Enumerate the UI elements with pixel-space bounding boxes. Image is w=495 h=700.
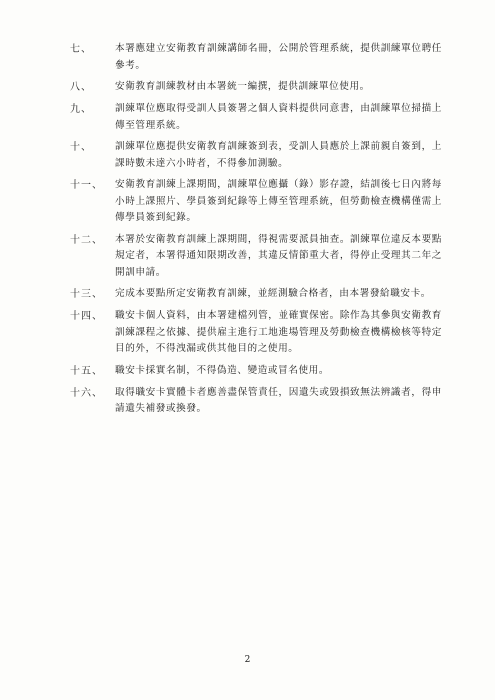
list-item — [70, 308, 442, 358]
list-item — [70, 101, 442, 134]
item-text: 完成本要點所定安衛教育訓練，並經測驗合格者，由本署發給職安卡。 — [115, 288, 432, 299]
item-text: 取得職安卡實體卡者應善盡保管責任，因遺失或毀損致無法辨識者，得申請遺失補發或換發。 — [115, 386, 442, 414]
item-number: 十五、 — [70, 365, 103, 377]
item-number: 十二、 — [70, 234, 103, 246]
list-item — [70, 232, 442, 282]
item-number: 十一、 — [70, 180, 103, 191]
page-number: 2 — [244, 655, 251, 665]
list-item — [70, 41, 442, 74]
item-number: 九、 — [70, 104, 92, 115]
item-number: 十六、 — [70, 387, 103, 399]
item-text: 本署於安衛教育訓練上課期間，得視需要派員抽查。訓練單位違反本要點規定者，本署得通知限期改善，其違反情節重大者，得停止受理其二年之開訓申請。 — [115, 233, 442, 278]
item-number: 十三、 — [70, 289, 103, 300]
item-text: 安衛教育訓練上課期間，訓練單位應攝（錄）影存證，結訓後七日內將每小時上課照片、學員簽到紀錄等上傳至管理系統，但勞動檢查機構僅需上傳學員簽到紀錄。 — [115, 179, 442, 223]
item-number: 八、 — [70, 82, 92, 93]
list-item — [70, 385, 442, 418]
item-text: 本署應建立安衛教育訓練講師名冊，公開於管理系統，提供訓練單位聘任參考。 — [115, 43, 442, 71]
list-item — [70, 139, 442, 172]
list-item — [70, 286, 442, 303]
regulation-list — [70, 41, 442, 423]
item-text: 訓練單位應取得受訓人員簽署之個人資料提供同意書，由訓練單位掃描上傳至管理系統。 — [115, 103, 442, 131]
item-text: 職安卡採實名制，不得偽造、變造或冒名使用。 — [115, 364, 330, 376]
list-item — [70, 363, 442, 380]
list-item — [70, 79, 442, 96]
item-number: 七、 — [70, 44, 92, 55]
item-text: 安衛教育訓練教材由本署統一編撰，提供訓練單位使用。 — [115, 81, 370, 92]
item-text: 職安卡個人資料，由本署建檔列管，並確實保密。除作為其參與安衛教育訓練課程之依據、提供雇主進行工地進場管理及勞動檢查機構檢核等特定目的外，不得洩漏或供其他目的之使用。 — [115, 310, 442, 354]
item-number: 十、 — [70, 142, 92, 153]
item-number: 十四、 — [70, 311, 103, 322]
item-text: 訓練單位應提供安衛教育訓練簽到表，受訓人員應於上課前親自簽到，上課時數未達六小時者，不得參加測驗。 — [115, 141, 442, 169]
list-item — [70, 177, 442, 227]
